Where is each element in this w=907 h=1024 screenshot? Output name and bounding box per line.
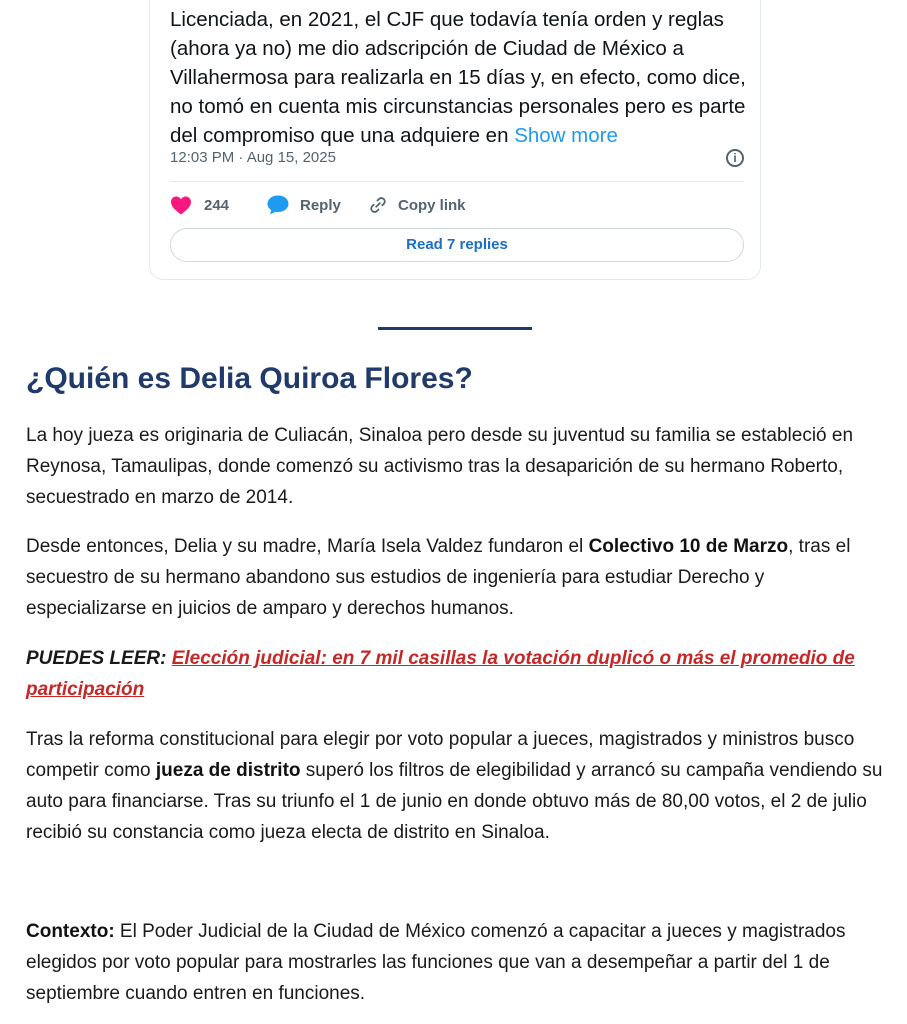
read-also-block xyxy=(26,643,886,705)
reply-button[interactable] xyxy=(266,193,341,217)
tweet-meta xyxy=(170,149,744,171)
paragraph-origin: La hoy jueza es originaria de Culiacán, Sinaloa pero desde su juventud su familia se estableció en Reynosa, Tamaulipas, donde comenzó su activismo tras la desaparición de su hermano Roberto, secuestrado en marzo de 2014. xyxy=(26,425,854,508)
bold-text: jueza de distrito xyxy=(155,760,301,781)
copy-link-label: Copy link xyxy=(398,196,466,214)
show-more-link[interactable]: Show more xyxy=(514,124,618,147)
tweet-timestamp[interactable]: 12:03 PM · Aug 15, 2025 xyxy=(170,149,336,166)
read-also-label: PUEDES LEER: xyxy=(26,648,167,669)
text: Desde entonces, Delia y su madre, María Isela Valdez fundaron el xyxy=(26,536,589,557)
info-icon[interactable]: i xyxy=(726,149,744,167)
heart-icon xyxy=(170,195,192,215)
copy-link-button[interactable] xyxy=(368,193,466,217)
bold-text: Colectivo 10 de Marzo xyxy=(588,536,789,557)
text: superó los filtros de elegibilidad y arrancó su campaña vendiendo su auto para financiarse. Tras su triunfo el 1 de junio en donde obtuvo más de 80,00 votos, el 2 de julio recibió su constancia como jueza electa de distrito en Sinaloa. xyxy=(26,760,883,843)
like-button[interactable] xyxy=(170,193,229,217)
context-label: Contexto: xyxy=(26,921,115,942)
read-replies-button[interactable]: Read 7 replies xyxy=(170,228,744,262)
text: El Poder Judicial de la Ciudad de México comenzó a capacitar a jueces y magistrados elegidos por voto popular para mostrarles las funciones que van a desempeñar a partir del 1 de septiembre cuando entren en funciones. xyxy=(26,921,846,1004)
tweet-text xyxy=(170,5,750,150)
like-count: 244 xyxy=(204,196,230,214)
tweet-embed xyxy=(149,0,761,280)
divider xyxy=(170,181,744,182)
section-heading: ¿Quién es Delia Quiroa Flores? xyxy=(26,362,473,395)
text: Tras la reforma constitucional para elegir por voto popular a jueces, magistrados y ministros busco competir como xyxy=(26,729,855,781)
paragraph-campaign xyxy=(26,724,886,848)
text: , tras el secuestro de su hermano abandono sus estudios de ingeniería para estudiar Derecho y especializarse en juicios de amparo y derechos humanos. xyxy=(26,536,851,619)
related-article-link[interactable]: Elección judicial: en 7 mil casillas la votación duplicó o más el promedio de participación xyxy=(26,648,855,700)
paragraph-collective xyxy=(26,531,886,624)
paragraph-context xyxy=(26,916,886,1009)
reply-label: Reply xyxy=(300,196,341,214)
section-divider xyxy=(378,327,532,330)
reply-bubble-icon xyxy=(266,194,290,216)
link-icon xyxy=(368,195,388,215)
tweet-body: Licenciada, en 2021, el CJF que todavía tenía orden y reglas (ahora ya no) me dio adscripción de Ciudad de México a Villahermosa para realizarla en 15 días y, en efecto, como dice, no tomó en cuenta mis circunstancias personales pero es parte del compromiso que una adquiere en xyxy=(170,8,746,147)
